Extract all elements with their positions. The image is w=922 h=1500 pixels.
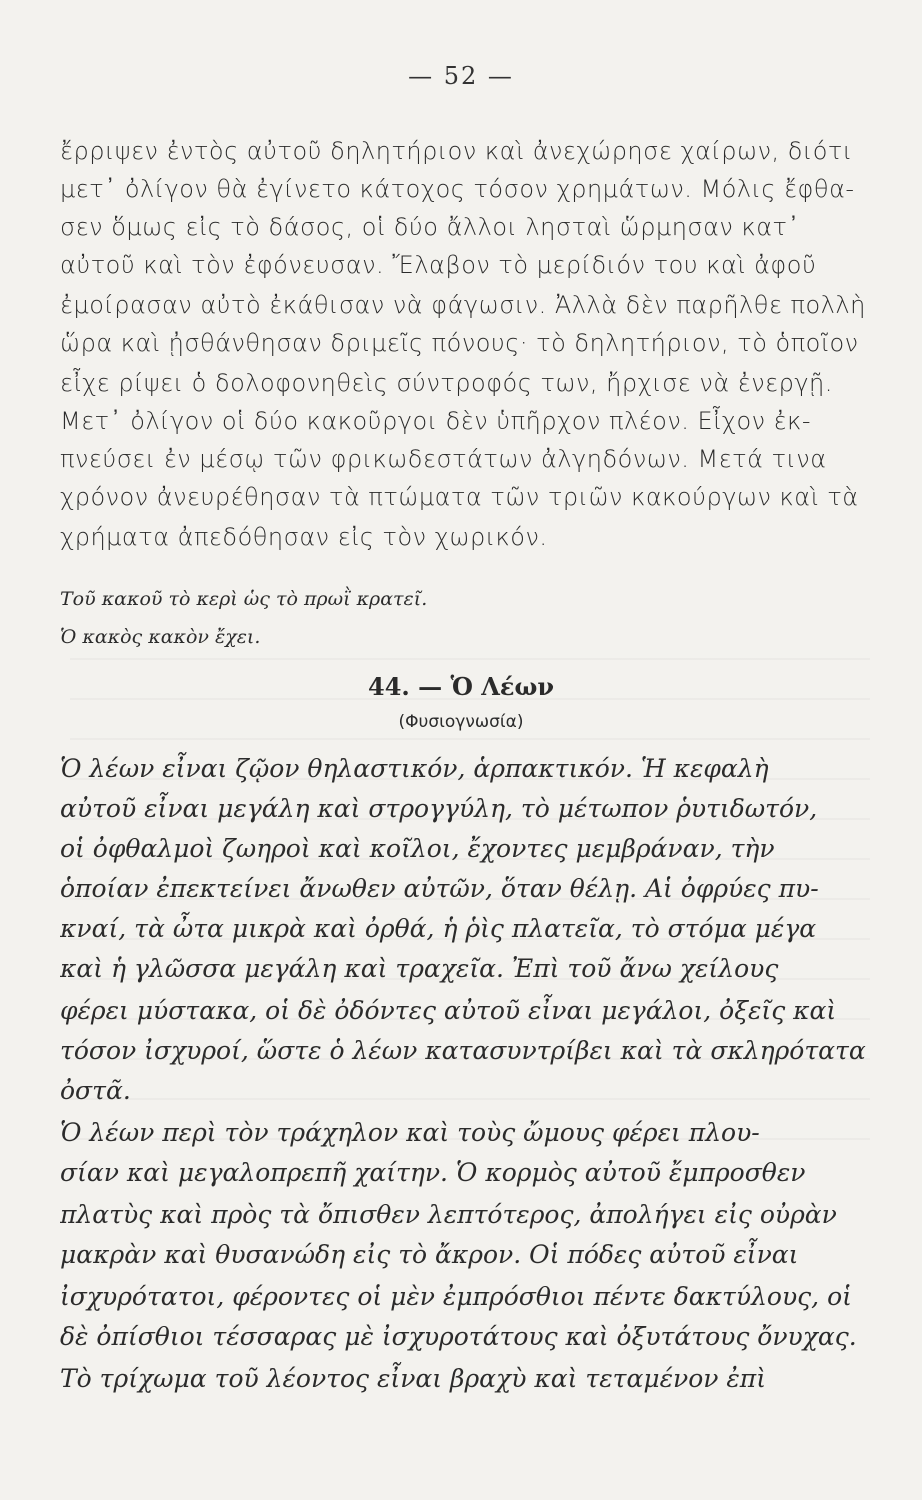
body-line: πνεύσει ἐν μέσῳ τῶν φρικωδεστάτων ἀλγηδόνων. Μετά τινα [60, 445, 827, 473]
section-line: τόσον ἰσχυροί, ὥστε ὁ λέων κατασυντρίβει καὶ τὰ σκληρότατα [60, 1036, 866, 1065]
section-line: ἰσχυρότατοι, φέροντες οἱ μὲν ἐμπρόσθιοι πέντε δακτύλους, οἱ [60, 1282, 852, 1311]
body-line: χρήματα ἀπεδόθησαν εἰς τὸν χωρικόν. [60, 523, 548, 551]
page-number: — 52 — [408, 62, 514, 90]
body-line: ἐμοίρασαν αὐτὸ ἐκάθισαν νὰ φάγωσιν. Ἀλλὰ δὲν παρῆλθε πολλὴ [60, 291, 866, 319]
section-heading: 44. — Ὁ Λέων [368, 672, 554, 701]
section-line: Ὁ λέων εἶναι ζῷον θηλαστικόν, ἁρπακτικόν. Ἡ κεφαλὴ [60, 754, 769, 783]
section-line: μακρὰν καὶ θυσανώδη εἰς τὸ ἄκρον. Οἱ πόδες αὐτοῦ εἶναι [60, 1240, 799, 1269]
section-subheading: (Φυσιογνωσία) [398, 712, 524, 732]
body-line: ὥρα καὶ ᾐσθάνθησαν δριμεῖς πόνους· τὸ δηλητήριον, τὸ ὁποῖον [60, 329, 859, 357]
proverb-line: Ὁ κακὸς κακὸν ἔχει. [60, 626, 261, 648]
section-line: καὶ ἡ γλῶσσα μεγάλη καὶ τραχεῖα. Ἐπὶ τοῦ ἄνω χείλους [60, 954, 779, 983]
section-line: Τὸ τρίχωμα τοῦ λέοντος εἶναι βραχὺ καὶ τεταμένον ἐπὶ [60, 1364, 767, 1393]
body-line: χρόνον ἀνευρέθησαν τὰ πτώματα τῶν τριῶν κακούργων καὶ τὰ [60, 483, 859, 511]
section-line: ὁποίαν ἐπεκτείνει ἄνωθεν αὐτῶν, ὅταν θέλῃ. Αἱ ὀφρύες πυ- [60, 874, 819, 903]
section-line: ὀστᾶ. [60, 1076, 131, 1105]
body-line: Μετ᾽ ὀλίγον οἱ δύο κακοῦργοι δὲν ὑπῆρχον πλέον. Εἶχον ἐκ- [60, 407, 812, 435]
body-line: αὐτοῦ καὶ τὸν ἐφόνευσαν. Ἔλαβον τὸ μερίδιόν του καὶ ἀφοῦ [60, 251, 817, 279]
section-line: οἱ ὀφθαλμοὶ ζωηροὶ καὶ κοῖλοι, ἔχοντες μεμβράναν, τὴν [60, 834, 775, 863]
body-line: σεν ὅμως εἰς τὸ δάσος, οἱ δύο ἄλλοι λησταὶ ὥρμησαν κατ᾽ [60, 213, 800, 241]
section-line: κναί, τὰ ὦτα μικρὰ καὶ ὀρθά, ἡ ῥὶς πλατεῖα, τὸ στόμα μέγα [60, 914, 817, 943]
section-line: σίαν καὶ μεγαλοπρεπῆ χαίτην. Ὁ κορμὸς αὐτοῦ ἔμπροσθεν [60, 1158, 806, 1187]
body-line: ἔρριψεν ἐντὸς αὐτοῦ δηλητήριον καὶ ἀνεχώρησε χαίρων, διότι [60, 137, 853, 165]
body-line: μετ᾽ ὀλίγον θὰ ἐγίνετο κάτοχος τόσον χρημάτων. Μόλις ἔφθα- [60, 175, 855, 203]
section-line: αὐτοῦ εἶναι μεγάλη καὶ στρογγύλη, τὸ μέτωπον ῥυτιδωτόν, [60, 794, 818, 823]
body-line: εἶχε ρίψει ὁ δολοφονηθεὶς σύντροφός των, ἤρχισε νὰ ἐνεργῇ. [60, 369, 833, 397]
section-line: δὲ ὀπίσθιοι τέσσαρας μὲ ἰσχυροτάτους καὶ ὀξυτάτους ὄνυχας. [60, 1322, 857, 1351]
proverb-line: Τοῦ κακοῦ τὸ κερὶ ὡς τὸ πρωῒ κρατεῖ. [60, 588, 428, 610]
section-line: πλατὺς καὶ πρὸς τὰ ὄπισθεν λεπτότερος, ἀπολήγει εἰς οὐρὰν [60, 1200, 837, 1229]
section-line: Ὁ λέων περὶ τὸν τράχηλον καὶ τοὺς ὤμους φέρει πλου- [60, 1118, 760, 1147]
section-line: φέρει μύστακα, οἱ δὲ ὀδόντες αὐτοῦ εἶναι μεγάλοι, ὀξεῖς καὶ [60, 996, 837, 1025]
